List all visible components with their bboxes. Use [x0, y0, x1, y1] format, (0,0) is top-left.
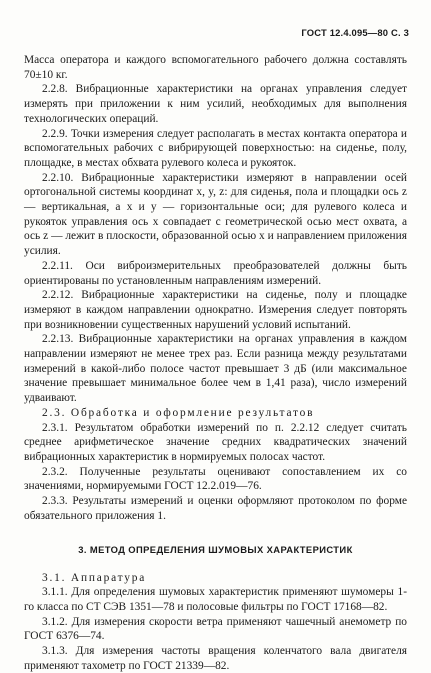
- paragraph-2-2-10: 2.2.10. Вибрационные характеристики измеряют в направлении осей ортогональной системы координат x, y, z: для сиденья, пола и площадки ось z — вертикальная, а x и y — горизонтальные оси; для рулевого колеса и рукояток управления ось x совпадает с геометрической осью мест охвата, а ось z — лежит в плоскости, образованной осью x и направлением приложения усилия.: [24, 171, 407, 258]
- paragraph-2-3-2: 2.3.2. Полученные результаты оценивают сопоставлением их со значениями, нормируемыми ГОСТ 12.2.019—76.: [24, 465, 407, 493]
- subsection-heading-2-3: 2.3. Обработка и оформление результатов: [42, 406, 315, 419]
- paragraph-mass: Масса оператора и каждого вспомогательного рабочего должна составлять 70±10 кг.: [24, 54, 407, 81]
- paragraph-2-3-3: 2.3.3. Результаты измерений и оценки оформляют протоколом по форме обязательного приложения 1.: [24, 495, 407, 522]
- paragraph-2-2-9: 2.2.9. Точки измерения следует располагать в местах контакта оператора и вспомогательных рабочих с вибрирующей поверхностью: на сиденье, полу, площадке, в местах обхвата рулевого колеса и рукояток.: [24, 127, 407, 169]
- page-header: ГОСТ 12.4.095—80 С. 3: [301, 27, 409, 38]
- paragraph-2-2-8: 2.2.8. Вибрационные характеристики на органах управления следует измерять при приложении к ним усилий, необходимых для выполнения технологических операций.: [24, 83, 407, 125]
- paragraph-3-1-1: 3.1.1. Для определения шумовых характеристик применяют шумомеры 1-го класса по СТ СЭВ 1351—78 и полосовые фильтры по ГОСТ 17168—82.: [24, 586, 407, 613]
- paragraph-3-1-3: 3.1.3. Для измерения частоты вращения коленчатого вала двигателя применяют тахометр по ГОСТ 21339—82.: [24, 645, 407, 672]
- subsection-heading-3-1: 3.1. Аппаратура: [42, 571, 147, 584]
- paragraph-2-3-1: 2.3.1. Результатом обработки измерений по п. 2.2.12 следует считать среднее арифметическое значение средних квадратических значений вибрационных характеристик в нормируемых полосах частот.: [24, 421, 407, 463]
- paragraph-2-2-13: 2.2.13. Вибрационные характеристики на органах управления в каждом направлении измеряют не менее трех раз. Если разница между результатами измерений в какой-либо полосе частот превышает 3 дБ (или максимальное значение превышает минимальное более чем в 1,41 раза), число измерений удваивают.: [24, 333, 407, 405]
- paragraph-3-1-2: 3.1.2. Для измерения скорости ветра применяют чашечный анемометр по ГОСТ 6376—74.: [24, 615, 407, 643]
- paragraph-2-2-11: 2.2.11. Оси виброизмерительных преобразователей должны быть ориентированы по установленным направлениям измерений.: [24, 259, 407, 287]
- section-heading-3: 3. МЕТОД ОПРЕДЕЛЕНИЯ ШУМОВЫХ ХАРАКТЕРИСТИК: [78, 543, 353, 555]
- document-body: [24, 53, 407, 673]
- paragraph-2-2-12: 2.2.12. Вибрационные характеристики на сиденье, полу и площадке измеряют в каждом направлении однократно. Измерения следует повторять при возникновении существенных нарушений условий испытаний.: [24, 289, 407, 331]
